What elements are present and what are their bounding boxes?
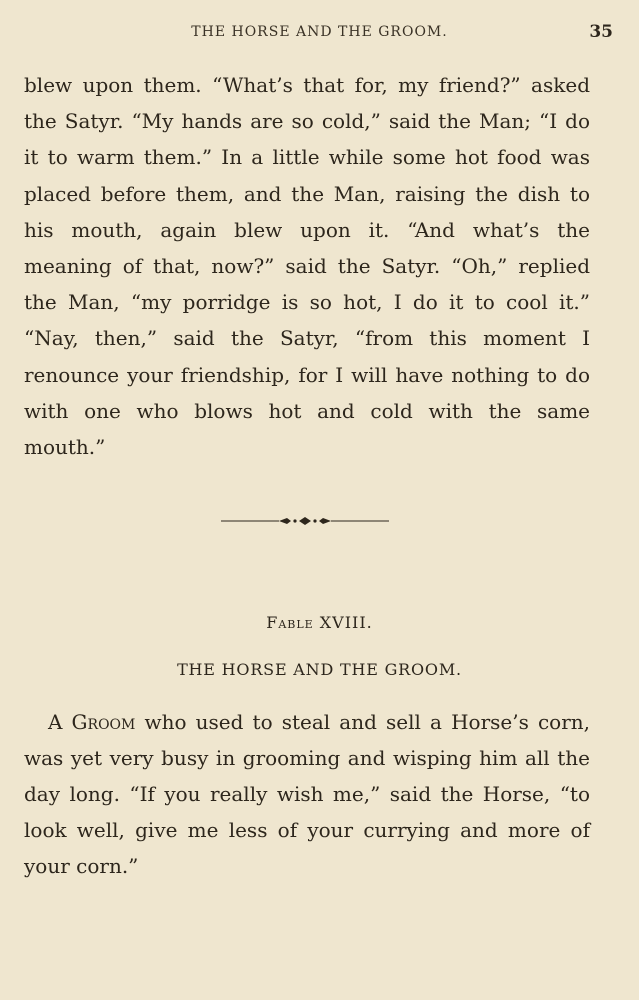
fable-opening-word: A Groom [48, 710, 136, 734]
running-head [20, 24, 619, 48]
running-title: THE HORSE AND THE GROOM. [191, 24, 448, 40]
fable-title: THE HORSE AND THE GROOM. [177, 660, 462, 679]
ornament-divider-icon [219, 511, 391, 531]
fable-body [24, 704, 590, 884]
previous-fable-continuation [24, 67, 590, 465]
fable-paragraph [24, 704, 590, 884]
page-number: 35 [589, 22, 613, 42]
fable-body-text: who used to steal and sell a Horse’s corn, was yet very busy in grooming and wisping him all the day long. “If you really wish me,” said the Horse, “to look well, give me less of your currying and more of your corn.” [24, 710, 590, 878]
fable-number: Fable XVIII. [266, 613, 373, 632]
previous-fable-text: blew upon them. “What’s that for, my friend?” asked the Satyr. “My hands are so cold,” said the Man; “I do it to warm them.” In a little while some hot food was placed before them, and the Man, raising the dish to his mouth, again blew upon it. “And what’s the meaning of that, now?” said the Satyr. “Oh,” replied the Man, “my porridge is so hot, I do it to cool it.” “Nay, then,” said the Satyr, “from this moment I renounce your friendship, for I will have nothing to do with one who blows hot and cold with the same mouth.” [24, 73, 590, 460]
